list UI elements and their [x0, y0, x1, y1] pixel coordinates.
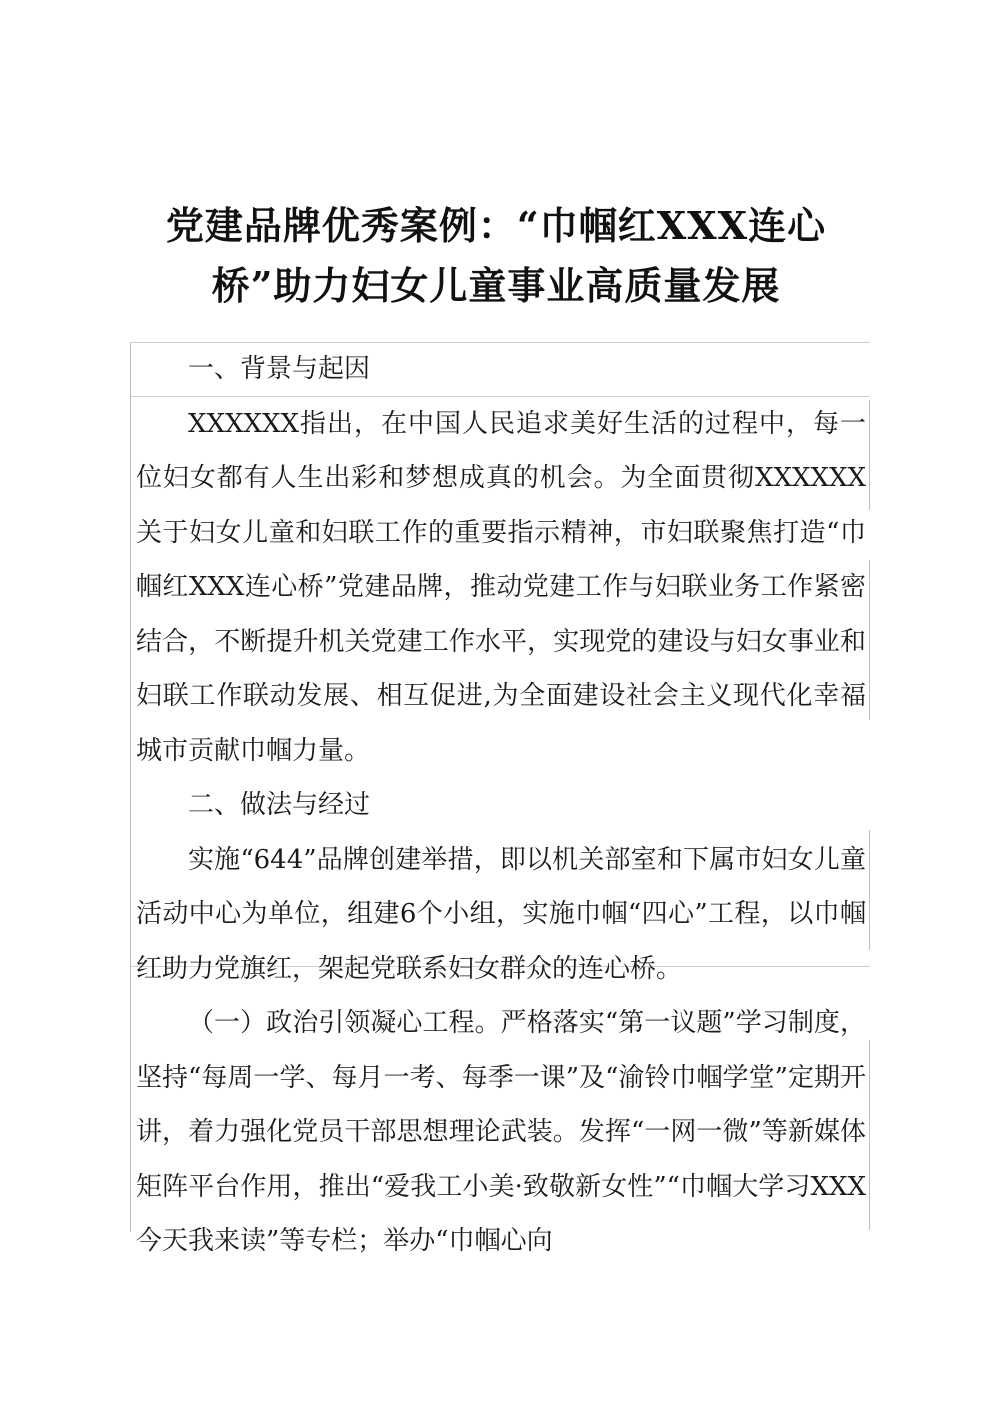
body-paragraph: 实施“644”品牌创建举措，即以机关部室和下属市妇女儿童活动中心为单位，组建6个小组，实施巾帼“四心”工程，以巾帼红助力党旗红，架起党联系妇女群众的连心桥。 [136, 844, 866, 984]
body-paragraph: XXXXXX指出，在中国人民追求美好生活的过程中，每一位妇女都有人生出彩和梦想成真的机会。为全面贯彻XXXXXX关于妇女儿童和妇联工作的重要指示精神，市妇联聚焦打造“巾帼红XXX连心桥”党建品牌，推动党建工作与妇联业务工作紧密结合，不断提升机关党建工作水平，实现党的建设与妇女事业和妇联工作联动发展、相互促进,为全面建设社会主义现代化幸福城市贡献巾帼力量。 [136, 408, 866, 766]
document-body [130, 342, 870, 1269]
document-title: 党建品牌优秀案例：“巾帼红XXX连心桥”助力妇女儿童事业高质量发展 [165, 203, 827, 308]
section-heading: 一、背景与起因 [188, 354, 371, 384]
body-paragraph: （一）政治引领凝心工程。严格落实“第一议题”学习制度，坚持“每周一学、每月一考、每季一课”及“渝铃巾帼学堂”定期开讲，着力强化党员干部思想理论武装。发挥“一网一微”等新媒体矩阵平台作用，推出“爱我工小美·致敬新女性”“巾帼大学习XXX今天我来读”等专栏；举办“巾帼心向 [136, 1008, 866, 1256]
section-heading: 二、做法与经过 [188, 790, 371, 820]
